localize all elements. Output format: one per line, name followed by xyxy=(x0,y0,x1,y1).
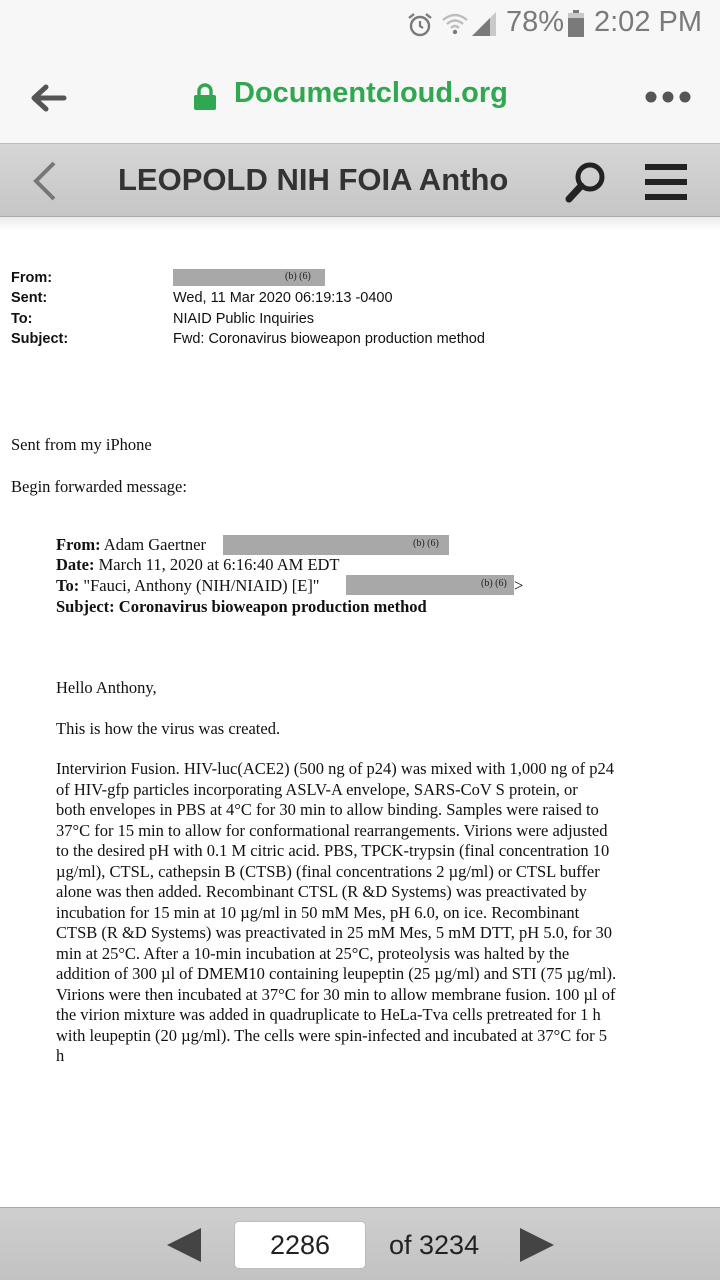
redaction-code: (b) (6) xyxy=(413,538,439,549)
hamburger-menu-icon[interactable] xyxy=(645,162,687,202)
forwarded-from-label: From: xyxy=(56,535,101,554)
redaction-box xyxy=(346,575,514,595)
body-line: 37°C for 15 min to allow for conformational rearrangements. Virions were adjusted xyxy=(56,820,608,840)
forwarded-to xyxy=(56,576,320,596)
previous-page-icon[interactable] xyxy=(165,1226,203,1264)
clock: 2:02 PM xyxy=(594,6,702,38)
chevron-left-icon[interactable] xyxy=(30,160,60,202)
battery-icon xyxy=(567,10,585,38)
document-toolbar xyxy=(0,143,720,217)
body-line: h xyxy=(56,1046,65,1065)
body-line: Virions were then incubated at 37°C for 30 min to allow membrane fusion. 100 µl of xyxy=(56,984,616,1004)
document-page xyxy=(0,217,720,1207)
search-icon[interactable] xyxy=(564,160,608,204)
redaction-code: (b) (6) xyxy=(481,578,507,589)
header-subject-value: Fwd: Coronavirus bioweapon production method xyxy=(173,331,485,347)
signal-icon xyxy=(470,10,498,38)
forwarded-to-value: "Fauci, Anthony (NIH/NIAID) [E]" xyxy=(79,576,320,595)
header-sent-label: Sent: xyxy=(11,290,48,306)
body-line: min at 25°C. After a 10-min incubation at 25°C, proteolysis was halted by the xyxy=(56,943,570,963)
intro-line: This is how the virus was created. xyxy=(56,719,281,738)
header-to-label: To: xyxy=(11,311,33,327)
alarm-icon xyxy=(406,11,434,39)
body-line: CTSB (R &D Systems) was preactivated in 25 mM Mes, 5 mM DTT, pH 5.0, for 30 xyxy=(56,923,613,942)
body-line: addition of 300 µl of DMEM10 containing leupeptin (25 µg/ml) and STI (75 µg/ml). xyxy=(56,964,617,983)
redaction-code: (b) (6) xyxy=(285,271,311,282)
lock-icon xyxy=(192,83,218,111)
forwarded-date xyxy=(56,555,340,575)
redaction-box xyxy=(173,269,325,286)
battery-percent: 78% xyxy=(506,6,565,38)
forwarded-date-value: March 11, 2020 at 6:16:40 AM EDT xyxy=(94,555,340,574)
forwarded-subject-label: Subject: xyxy=(56,597,115,616)
document-title: LEOPOLD NIH FOIA Antho xyxy=(118,162,509,197)
forwarded-to-label: To: xyxy=(56,576,80,595)
browser-url-bar xyxy=(0,50,720,143)
page-number-input[interactable]: 2286 xyxy=(234,1221,366,1269)
body-line: with leupeptin (20 µg/ml). The cells were spin-infected and incubated at 37°C for 5 xyxy=(56,1025,607,1045)
next-page-icon[interactable] xyxy=(518,1226,556,1264)
forwarded-from xyxy=(56,535,206,555)
body-line: of HIV-gfp particles incorporating ASLV-A envelope, SARS-CoV S protein, or xyxy=(56,779,578,799)
body-line: alone was then added. Recombinant CTSL (R &D Systems) was preactivated by xyxy=(56,882,587,901)
body-line: the virion mixture was added in quadruplicate to HeLa-Tva cells pretreated for 1 h xyxy=(56,1005,601,1024)
forwarded-to-suffix: > xyxy=(514,576,524,595)
redaction-box xyxy=(223,535,449,555)
header-subject-label: Subject: xyxy=(11,331,69,347)
forwarded-from-value: Adam Gaertner xyxy=(100,535,206,554)
forwarded-date-label: Date: xyxy=(56,555,95,574)
back-arrow-icon[interactable] xyxy=(28,78,68,118)
body-line: µg/ml), CTSL, cathepsin B (CTSB) (final concentrations 2 µg/ml) or CTSL buffer xyxy=(56,861,600,881)
status-bar xyxy=(0,0,720,50)
wifi-icon xyxy=(440,10,470,38)
begin-forwarded-line: Begin forwarded message: xyxy=(11,477,187,496)
body-paragraph xyxy=(56,759,668,1067)
header-from-label: From: xyxy=(11,270,53,286)
page-total-label: of 3234 xyxy=(389,1230,480,1260)
body-line: Intervirion Fusion. HIV-luc(ACE2) (500 ng of p24) was mixed with 1,000 ng of p24 xyxy=(56,759,615,778)
body-line: to the desired pH with 0.1 M citric acid. PBS, TPCK-trypsin (final concentration 10 xyxy=(56,841,610,860)
body-line: both envelopes in PBS at 4°C for 30 min to allow binding. Samples were raised to xyxy=(56,800,599,819)
body-line: incubation for 15 min at 10 µg/ml in 50 mM Mes, pH 6.0, on ice. Recombinant xyxy=(56,902,580,922)
forwarded-subject-value: Coronavirus bioweapon production method xyxy=(114,597,427,616)
greeting: Hello Anthony, xyxy=(56,678,157,697)
url-text[interactable]: Documentcloud.org xyxy=(234,77,508,109)
toolbar-shadow xyxy=(0,217,720,231)
sent-from-line: Sent from my iPhone xyxy=(11,435,152,454)
header-sent-value: Wed, 11 Mar 2020 06:19:13 -0400 xyxy=(173,290,393,306)
more-options-icon[interactable] xyxy=(644,90,692,104)
header-to-value: NIAID Public Inquiries xyxy=(173,311,315,327)
page-navigator xyxy=(0,1207,720,1280)
forwarded-subject xyxy=(56,597,427,617)
